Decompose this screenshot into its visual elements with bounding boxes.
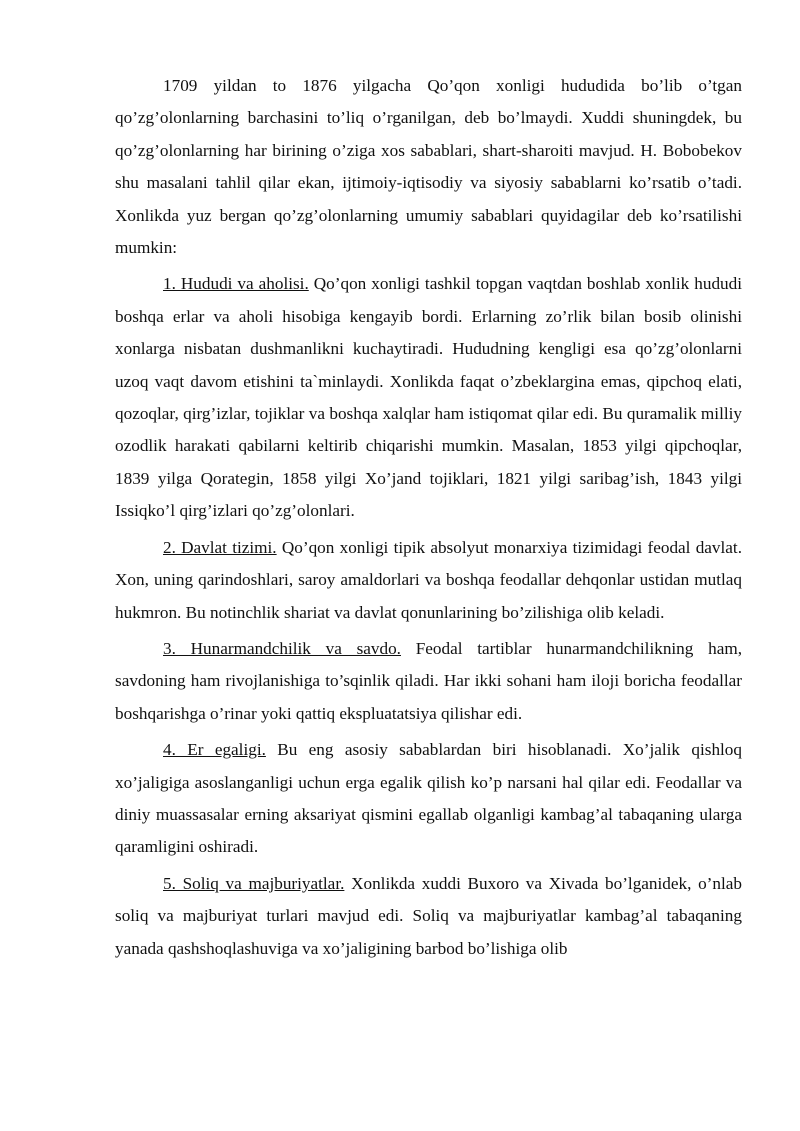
section-text-2: Qo’qon xonligi tipik absolyut monarxiya tizimidagi feodal davlat. Xon, uning qarindoshlari, saroy amaldorlari va boshqa feodallar dehqonlar ustidan mutlaq hukmron. Bu notinchlik shariat va davlat qonunlarining bo’zilishiga olib keladi.	[115, 537, 742, 622]
section-text-1: Qo’qon xonligi tashkil topgan vaqtdan boshlab xonlik hududi boshqa erlar va aholi hisobiga kengayib bordi. Erlarning zo’rlik bilan bosib olinishi xonlarga nisbatan dushmanlikni kuchaytiradi. Hududning kengligi esa qo’zg’olonlarni uzoq vaqt davom etishini ta`minlaydi. Xonlikda faqat o’zbeklargina emas, qipchoq elati, qozoqlar, qirg’izlar, tojiklar va boshqa xalqlar ham istiqomat qilar edi. Bu quramalik milliy ozodlik harakati qabilarni keltirib chiqarishi mumkin. Masalan, 1853 yilgi qipchoqlar, 1839 yilga Qorategin, 1858 yilgi Xo’jand tojiklari, 1821 yilgi saribag’ish, 1843 yilgi Issiqko’l qirg’izlari qo’zg’olonlari.	[115, 274, 742, 521]
section-heading-3: 3. Hunarmandchilik va savdo.	[163, 638, 401, 658]
section-text-4: Bu eng asosiy sabablardan biri hisoblanadi. Xo’jalik qishloq xo’jaligiga asoslanganligi uchun erga egalik qilish ko’p narsani hal qilar edi. Feodallar va diniy muassasalar erning aksariyat qismini egallab olganligi kambag’al tabaqaning ularga qaramligini oshiradi.	[115, 740, 742, 857]
section-heading-5: 5. Soliq va majburiyatlar.	[163, 873, 345, 893]
intro-paragraph: 1709 yildan to 1876 yilgacha Qo’qon xonligi hududida bo’lib o’tgan qo’zg’olonlarning barchasini to’liq o’rganilgan, deb bo’lmaydi. Xuddi shuningdek, bu qo’zg’olonlarning har birining o’ziga xos sabablari, shart-sharoiti mavjud. H. Bobobekov shu masalani tahlil qilar ekan, ijtimoiy-iqtisodiy va siyosiy sabablarni ko’rsatib o’tadi. Xonlikda yuz bergan qo’zg’olonlarning umumiy sabablari quyidagilar deb ko’rsatilishi mumkin:	[115, 76, 742, 258]
section-paragraph-1	[115, 268, 742, 527]
section-heading-1: 1. Hududi va aholisi.	[163, 274, 309, 294]
section-paragraph-5	[115, 868, 742, 965]
section-text-5: Xonlikda xuddi Buxoro va Xivada bo’lganidek, o’nlab soliq va majburiyat turlari mavjud edi. Soliq va majburiyatlar kambag’al tabaqaning yanada qashshoqlashuviga va xo’jaligining barbod bo’lishiga olib	[115, 873, 742, 958]
section-paragraph-3	[115, 633, 742, 730]
section-text-3: Feodal tartiblar hunarmandchilikning ham, savdoning ham rivojlanishiga to’sqinlik qiladi. Har ikki sohani ham iloji boricha feodallar boshqarishga o’rinar yoki qattiq ekspluatatsiya qilishar edi.	[115, 638, 742, 723]
section-heading-2: 2. Davlat tizimi.	[163, 537, 277, 557]
section-paragraph-2	[115, 532, 742, 629]
section-heading-4: 4. Er egaligi.	[163, 740, 266, 760]
section-paragraph-4	[115, 734, 742, 864]
